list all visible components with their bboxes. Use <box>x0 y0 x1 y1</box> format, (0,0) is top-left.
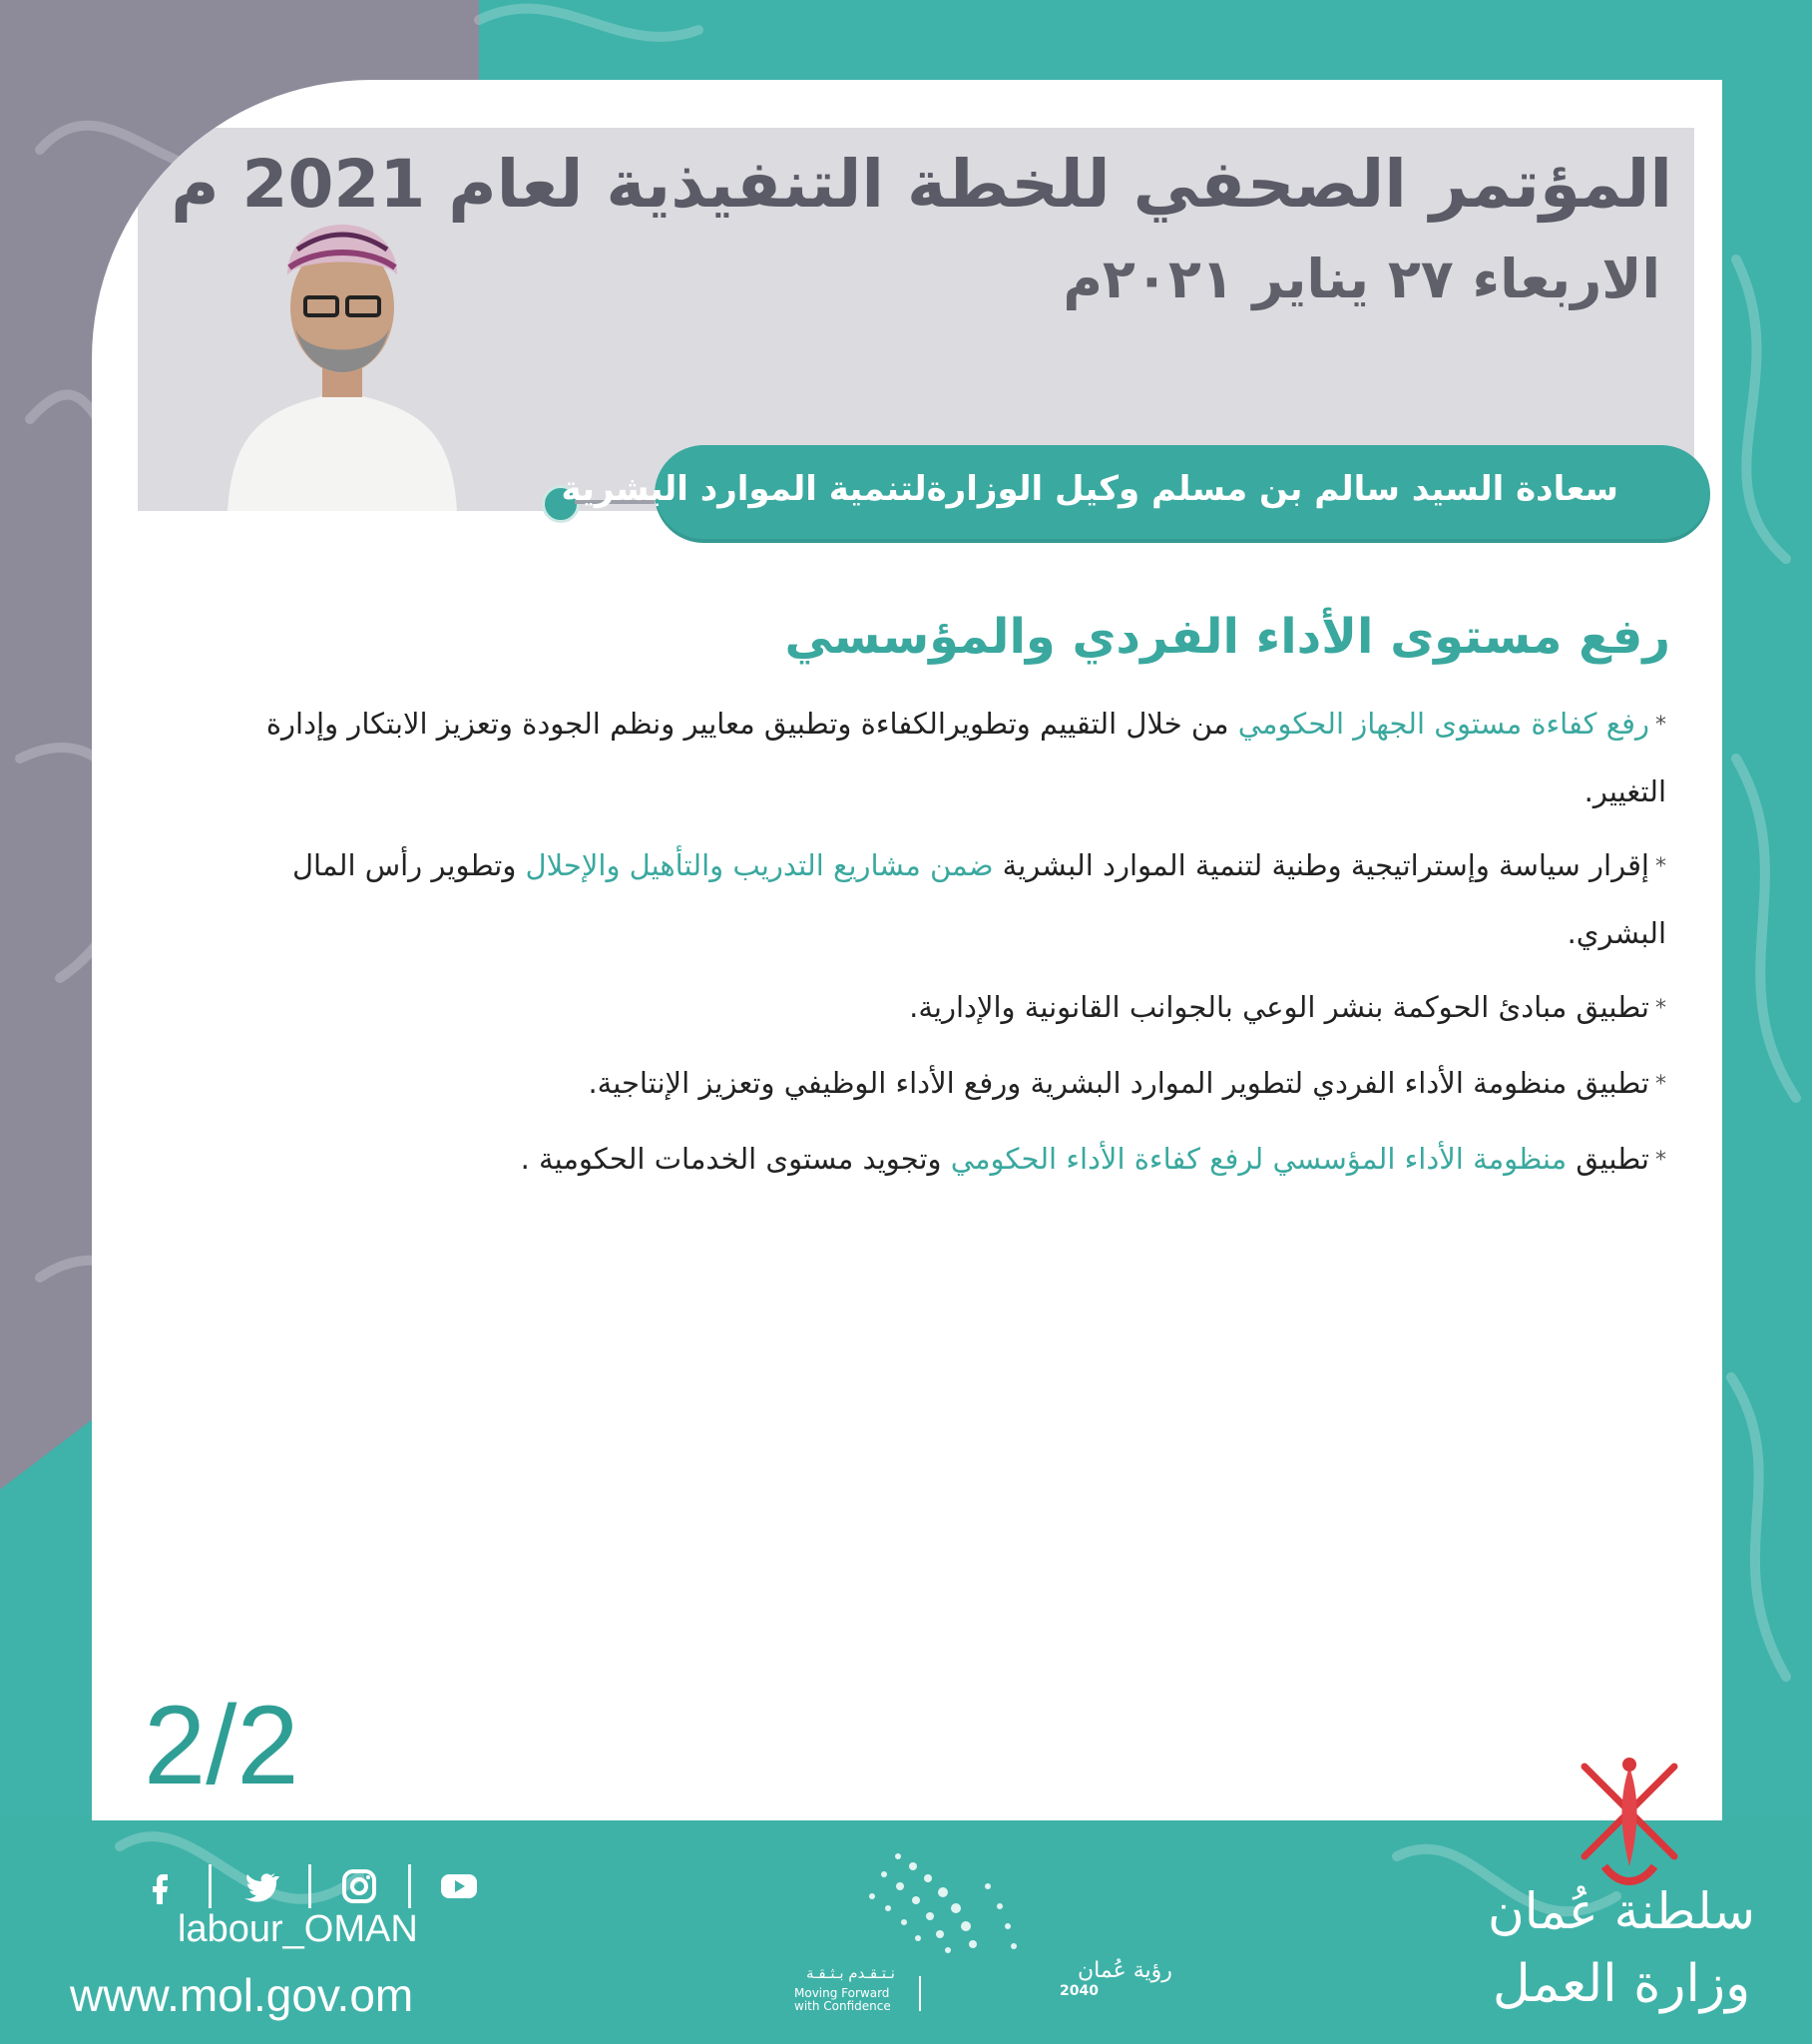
social-icons-row <box>140 1858 479 1914</box>
bullet-highlight: ضمن مشاريع التدريب والتأهيل والإحلال <box>525 848 994 882</box>
bullet-star: * <box>1655 1072 1666 1097</box>
bullet-text: تطبيق <box>1567 1142 1649 1176</box>
bullet-highlight: منظومة الأداء المؤسسي لرفع كفاءة الأداء الحكومي <box>950 1142 1568 1176</box>
social-separator <box>408 1864 411 1908</box>
event-date: الاربعاء ٢٧ يناير ٢٠٢١م <box>1063 248 1660 310</box>
oman-emblem-icon <box>1565 1747 1694 1896</box>
bullet-text: وتجويد مستوى الخدمات الحكومية . <box>520 1142 951 1176</box>
bullet-item <box>229 1126 1666 1194</box>
bullet-text: من خلال التقييم وتطويرالكفاءة وتطبيق معايير ونظم الجودة وتعزيز الابتكار وإدارة التغيير. <box>265 707 1666 808</box>
sultanate-oman-text: سلطنة عُمان <box>1488 1882 1755 1940</box>
bullet-text: وتطوير رأس المال البشري. <box>291 848 1666 950</box>
content-card <box>92 80 1722 1820</box>
speaker-portrait <box>218 158 467 511</box>
bullet-item <box>229 1050 1666 1118</box>
bullet-star: * <box>1655 1148 1666 1173</box>
instagram-icon[interactable] <box>339 1866 379 1906</box>
bullet-star: * <box>1655 996 1666 1021</box>
bullet-list <box>229 691 1666 1202</box>
speaker-name: سعادة السيد سالم بن مسلم وكيل الوزارةلتنمية الموارد البشرية <box>561 469 1618 509</box>
bullet-item <box>229 832 1666 966</box>
bullet-text: إقرار سياسة وإستراتيجية وطنية لتنمية الموارد البشرية <box>993 848 1649 882</box>
social-separator <box>209 1864 212 1908</box>
bullet-item <box>229 974 1666 1042</box>
social-handle[interactable]: labour_OMAN <box>178 1908 418 1950</box>
header-banner <box>138 128 1694 511</box>
vision-tagline-en-2: with Confidence <box>794 1999 891 2013</box>
vision-tagline-ar: نـتـقـدم بـثـقـة <box>806 1964 895 1982</box>
bullet-text: تطبيق مبادئ الحوكمة بنشر الوعي بالجوانب القانونية والإدارية. <box>909 990 1649 1024</box>
section-title: رفع مستوى الأداء الفردي والمؤسسي <box>784 609 1670 665</box>
ministry-labour-text: وزارة العمل <box>1492 1954 1751 2014</box>
facebook-icon[interactable] <box>140 1866 180 1906</box>
youtube-icon[interactable] <box>439 1866 479 1906</box>
speaker-name-pill <box>561 445 1710 543</box>
vision-tagline-en-1: Moving Forward <box>794 1986 890 2000</box>
bullet-star: * <box>1655 713 1666 738</box>
bullet-item <box>229 691 1666 824</box>
page-title: المؤتمر الصحفي للخطة التنفيذية لعام 2021 م <box>171 146 1672 223</box>
bullet-highlight: رفع كفاءة مستوى الجهاز الحكومي <box>1237 707 1649 741</box>
twitter-icon[interactable] <box>239 1866 279 1906</box>
social-separator <box>308 1864 311 1908</box>
bullet-text: تطبيق منظومة الأداء الفردي لتطوير الموارد البشرية ورفع الأداء الوظيفي وتعزيز الإنتاجية. <box>588 1066 1649 1100</box>
website-link[interactable]: www.mol.gov.om <box>70 1969 414 2021</box>
vision-name-ar: رؤية عُمان <box>1078 1958 1172 1983</box>
page-number: 2/2 <box>144 1683 299 1807</box>
bullet-star: * <box>1655 854 1666 879</box>
vision-year: 2040 <box>1060 1983 1099 1999</box>
